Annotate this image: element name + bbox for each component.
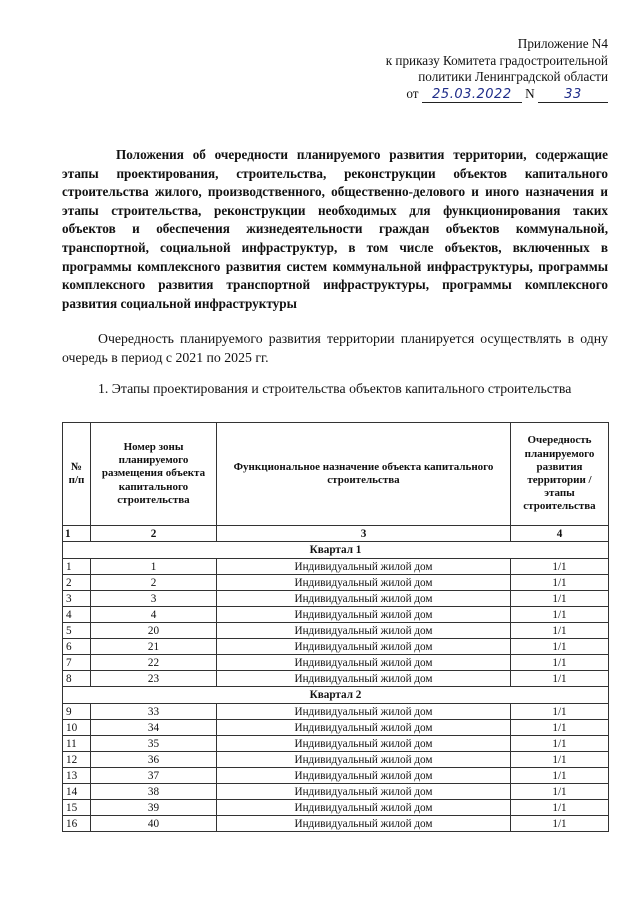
table-row [63, 784, 609, 800]
purpose-cell: Индивидуальный жилой дом [217, 784, 511, 800]
purpose-cell: Индивидуальный жилой дом [217, 752, 511, 768]
table-row [63, 607, 609, 623]
purpose-cell: Индивидуальный жилой дом [217, 816, 511, 832]
row-index-cell: 12 [63, 752, 91, 768]
header-index: № п/п [63, 423, 91, 526]
header-purpose: Функциональное назначение объекта капитального строительства [217, 423, 511, 526]
row-index-cell: 5 [63, 623, 91, 639]
row-index-cell: 16 [63, 816, 91, 832]
group-row [63, 542, 609, 559]
table-header-row [63, 423, 609, 526]
annex-order-ref: к приказу Комитета градостроительной [385, 52, 608, 68]
zone-number-cell: 2 [91, 575, 217, 591]
table-row [63, 559, 609, 575]
row-index-cell: 3 [63, 591, 91, 607]
row-index-cell: 8 [63, 671, 91, 687]
zone-number-cell: 38 [91, 784, 217, 800]
purpose-cell: Индивидуальный жилой дом [217, 639, 511, 655]
purpose-cell: Индивидуальный жилой дом [217, 671, 511, 687]
row-index-cell: 11 [63, 736, 91, 752]
document-title: Положения об очередности планируемого развития территории, содержащие этапы проектирования, строительства, реконструкции объектов капитального строительства жилого, производственного, общественно-делового и иного назначения и этапы строительства, реконструкции необходимых для функционирования таких объектов и обеспечения жизнедеятельности граждан объектов коммунальной, транспортной, социальной инфраструктур, в том числе объектов, включенных в программы комплексного развития систем коммунальной инфраструктуры, программы комплексного развития транспортной инфраструктуры, программы комплексного развития социальной инфраструктуры [62, 147, 608, 311]
stage-cell: 1/1 [511, 720, 609, 736]
number-field [538, 87, 608, 103]
stage-cell: 1/1 [511, 575, 609, 591]
row-index-cell: 10 [63, 720, 91, 736]
annex-block [308, 36, 608, 103]
table-row [63, 591, 609, 607]
stage-cell: 1/1 [511, 800, 609, 816]
stage-cell: 1/1 [511, 559, 609, 575]
stage-cell: 1/1 [511, 623, 609, 639]
row-index-cell: 15 [63, 800, 91, 816]
stage-cell: 1/1 [511, 704, 609, 720]
column-number: 1 [63, 526, 91, 542]
table-row [63, 816, 609, 832]
group-row [63, 687, 609, 704]
header-stage: Очередность планируемого развития территории / этапы строительства [511, 423, 609, 526]
row-index-cell: 14 [63, 784, 91, 800]
purpose-cell: Индивидуальный жилой дом [217, 623, 511, 639]
stage-cell: 1/1 [511, 655, 609, 671]
table-row [63, 800, 609, 816]
zone-number-cell: 37 [91, 768, 217, 784]
column-number: 4 [511, 526, 609, 542]
stage-cell: 1/1 [511, 671, 609, 687]
zone-number-cell: 3 [91, 591, 217, 607]
stages-table [62, 422, 609, 832]
handwritten-date: 25.03.2022 [432, 86, 512, 102]
zone-number-cell: 34 [91, 720, 217, 736]
zone-number-cell: 4 [91, 607, 217, 623]
zone-number-cell: 1 [91, 559, 217, 575]
date-field [422, 87, 522, 103]
annex-authority: политики Ленинградской области [418, 69, 608, 84]
intro-paragraph: Очередность планируемого развития территории планируется осуществлять в одну очередь в период с 2021 по 2025 гг. [62, 331, 608, 365]
table-row [63, 623, 609, 639]
zone-number-cell: 36 [91, 752, 217, 768]
zone-number-cell: 20 [91, 623, 217, 639]
stage-cell: 1/1 [511, 591, 609, 607]
row-index-cell: 4 [63, 607, 91, 623]
stage-cell: 1/1 [511, 768, 609, 784]
purpose-cell: Индивидуальный жилой дом [217, 607, 511, 623]
purpose-cell: Индивидуальный жилой дом [217, 800, 511, 816]
table-row [63, 768, 609, 784]
purpose-cell: Индивидуальный жилой дом [217, 736, 511, 752]
table-row [63, 575, 609, 591]
row-index-cell: 7 [63, 655, 91, 671]
table-row [63, 736, 609, 752]
zone-number-cell: 21 [91, 639, 217, 655]
stage-cell: 1/1 [511, 784, 609, 800]
number-prefix: N [525, 85, 535, 101]
table-row [63, 671, 609, 687]
zone-number-cell: 33 [91, 704, 217, 720]
purpose-cell: Индивидуальный жилой дом [217, 720, 511, 736]
table-row [63, 720, 609, 736]
row-index-cell: 13 [63, 768, 91, 784]
purpose-cell: Индивидуальный жилой дом [217, 655, 511, 671]
table-row [63, 655, 609, 671]
zone-number-cell: 35 [91, 736, 217, 752]
zone-number-cell: 40 [91, 816, 217, 832]
table-row [63, 639, 609, 655]
annex-date-number [308, 86, 608, 103]
table-body [63, 526, 609, 832]
table-row [63, 704, 609, 720]
purpose-cell: Индивидуальный жилой дом [217, 559, 511, 575]
row-index-cell: 6 [63, 639, 91, 655]
table-row [63, 752, 609, 768]
purpose-cell: Индивидуальный жилой дом [217, 575, 511, 591]
purpose-cell: Индивидуальный жилой дом [217, 591, 511, 607]
column-number: 2 [91, 526, 217, 542]
zone-number-cell: 22 [91, 655, 217, 671]
zone-number-cell: 39 [91, 800, 217, 816]
row-index-cell: 1 [63, 559, 91, 575]
section-heading: 1. Этапы проектирования и строительства объектов капитального строительства [98, 381, 572, 396]
purpose-cell: Индивидуальный жилой дом [217, 768, 511, 784]
stage-cell: 1/1 [511, 752, 609, 768]
header-zone: Номер зоны планируемого размещения объекта капитального строительства [91, 423, 217, 526]
handwritten-number: 33 [564, 86, 582, 102]
row-index-cell: 9 [63, 704, 91, 720]
date-prefix: от [406, 85, 419, 101]
annex-title: Приложение N4 [517, 36, 608, 51]
row-index-cell: 2 [63, 575, 91, 591]
stage-cell: 1/1 [511, 607, 609, 623]
stage-cell: 1/1 [511, 639, 609, 655]
stage-cell: 1/1 [511, 736, 609, 752]
column-numbering-row [63, 526, 609, 542]
purpose-cell: Индивидуальный жилой дом [217, 704, 511, 720]
group-label: Квартал 1 [63, 542, 609, 559]
column-number: 3 [217, 526, 511, 542]
zone-number-cell: 23 [91, 671, 217, 687]
stage-cell: 1/1 [511, 816, 609, 832]
group-label: Квартал 2 [63, 687, 609, 704]
